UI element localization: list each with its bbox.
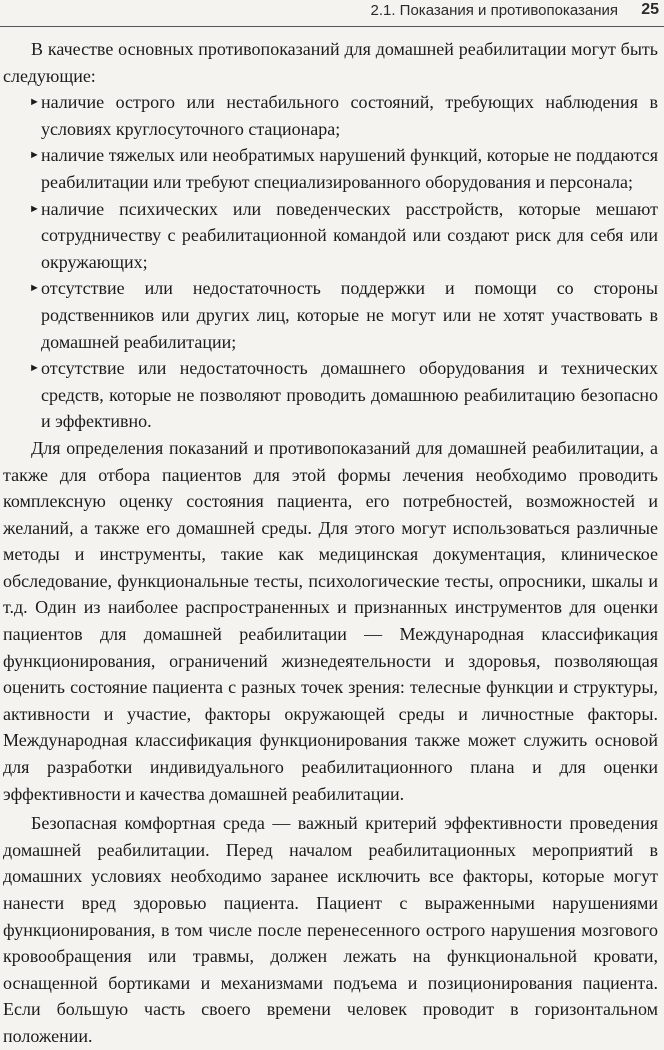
list-item-text: наличие тяжелых или необратимых нарушений функций, которые не поддаются реабилитации или требуют специализированного оборудования и персонала;: [41, 145, 658, 192]
bullet-icon: ►: [29, 96, 40, 109]
contraindications-list: [3, 89, 658, 435]
list-item: [3, 89, 658, 142]
list-item: [3, 196, 658, 276]
intro-paragraph: В качестве основных противопоказаний для домашней реабилитации могут быть следующие:: [3, 39, 658, 86]
list-item: [3, 142, 658, 195]
assessment-paragraph: Для определения показаний и противопоказаний для домашней реабилитации, а также для отбора пациентов для этой формы лечения необходимо проводить комплексную оценку состояния пациента, его потребностей, возможностей и желаний, а также его домашней среды. Для этого могут использоваться различные методы и инструменты, такие как медицинская документация, клиническое обследование, функциональные тесты, психологические тесты, опросники, шкалы и т.д. Один из наиболее распространенных и признанных инструментов для оценки пациентов для домашней реабилитации — Международная классификация функционирования, ограничений жизнедеятельности и здоровья, позволяющая оценить состояние пациента с разных точек зрения: телесные функции и структуры, активности и участие, факторы окружающей среды и личностные факторы. Международная классификация функционирования также может служить основой для разработки индивидуального реабилитационного плана и для оценки эффективности и качества домашней реабилитации.: [3, 437, 658, 804]
section-title: 2.1. Показания и противопоказания: [370, 2, 618, 19]
list-item-text: наличие острого или нестабильного состояний, требующих наблюдения в условиях круглосуточного стационара;: [41, 92, 658, 139]
list-item-text: наличие психических или поведенческих расстройств, которые мешают сотрудничеству с реабилитационной командой или создают риск для себя или окружающих;: [41, 198, 658, 272]
bullet-icon: ►: [29, 362, 40, 375]
page-number: 25: [641, 1, 659, 18]
running-header: [0, 0, 664, 27]
bullet-icon: ►: [29, 282, 40, 295]
safe-environment-paragraph: Безопасная комфортная среда — важный критерий эффективности проведения домашней реабилитации. Перед началом реабилитационных мероприятий в домашних условиях необходимо заранее исключить все факторы, которые могут нанести вред здоровью пациента. Пациент с выраженными нарушениями функционирования, в том числе после перенесенного острого нарушения мозгового кровообращения или травмы, должен лежать на функциональной кровати, оснащенной бортиками и механизмами подъема и позиционирования пациента. Если большую часть своего времени человек проводит в горизонтальном положении.: [3, 813, 658, 1046]
list-item: [3, 355, 658, 435]
list-item: [3, 275, 658, 355]
body-text: [3, 36, 658, 1050]
bullet-icon: ►: [29, 202, 40, 215]
list-item-text: отсутствие или недостаточность поддержки и помощи со стороны родственников или других лиц, которые не могут или не хотят участвовать в домашней реабилитации;: [41, 278, 658, 352]
list-item-text: отсутствие или недостаточность домашнего оборудования и технических средств, которые не позволяют проводить домашнюю реабилитацию безопасно и эффективно.: [41, 358, 658, 432]
bullet-icon: ►: [29, 149, 40, 162]
